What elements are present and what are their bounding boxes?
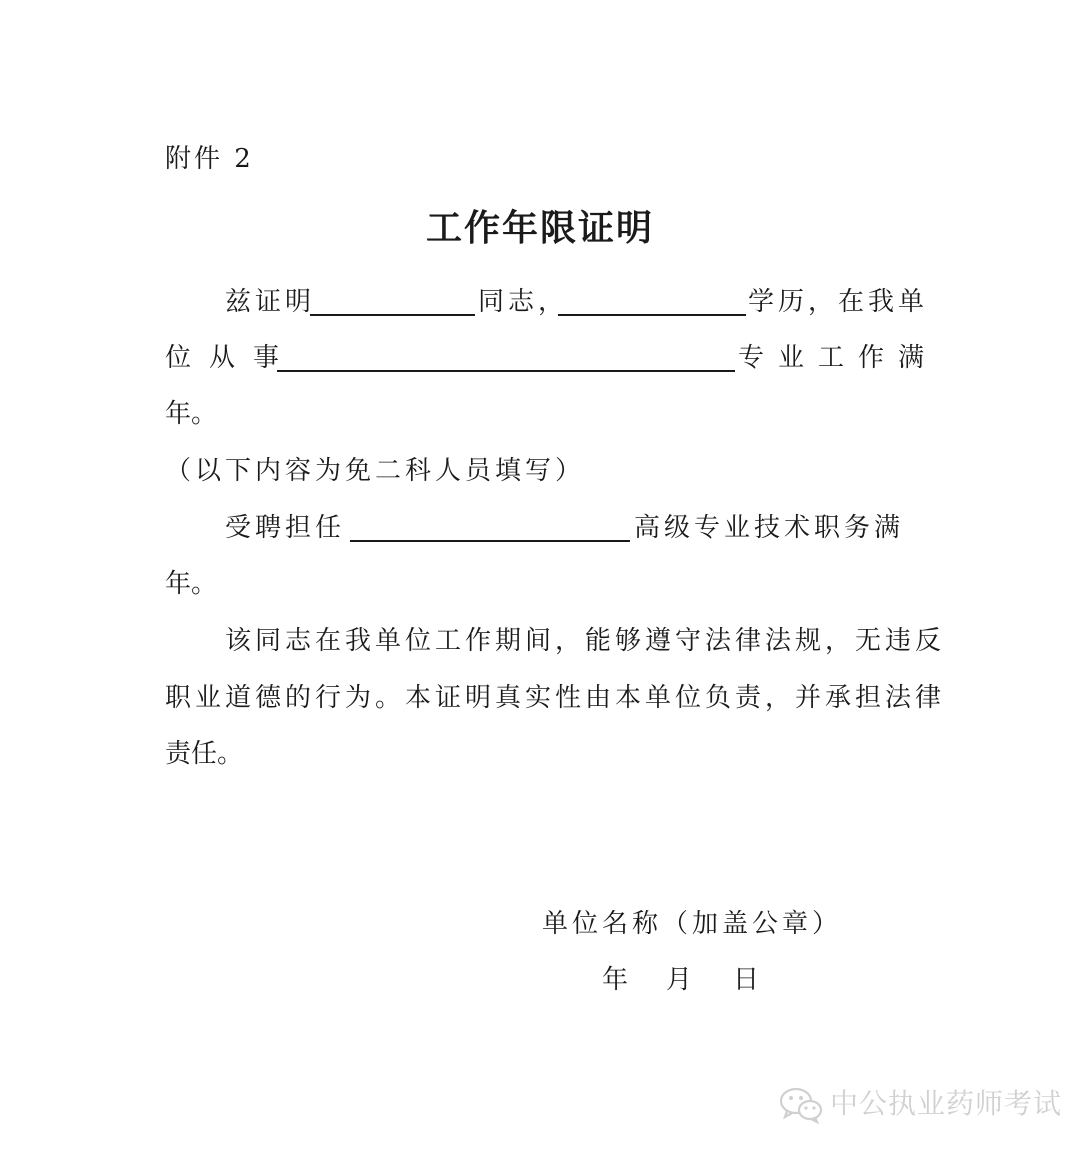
para1-line2-start: 位从事 bbox=[165, 343, 298, 373]
specialty-blank bbox=[277, 370, 735, 372]
position-blank bbox=[350, 540, 630, 542]
para2-suffix: 高级专业技术职务满 bbox=[634, 513, 905, 543]
document-title: 工作年限证明 bbox=[425, 208, 654, 249]
para2-line2: 年。 bbox=[165, 569, 218, 599]
date-year: 年 bbox=[602, 965, 629, 995]
para3-line1: 该同志在我单位工作期间，能够遵守法律法规，无违反 bbox=[225, 626, 946, 656]
attachment-label: 附件 2 bbox=[165, 144, 254, 174]
wechat-icon bbox=[778, 1084, 824, 1124]
para3-line3: 责任。 bbox=[165, 739, 244, 769]
watermark bbox=[778, 1084, 1062, 1124]
para1-after-name: 同志， bbox=[478, 287, 569, 317]
para1-line3: 年。 bbox=[165, 399, 218, 429]
para1-prefix: 兹证明 bbox=[225, 287, 316, 317]
para1-after-edu: 学历，在我单 bbox=[748, 287, 929, 317]
para1-line2-end: 专业工作满 bbox=[738, 343, 939, 373]
date-month: 月 bbox=[666, 965, 693, 995]
para2-prefix: 受聘担任 bbox=[225, 513, 346, 543]
date-day: 日 bbox=[733, 965, 760, 995]
name-blank bbox=[310, 314, 475, 316]
para3-line2: 职业道德的行为。本证明真实性由本单位负责，并承担法律 bbox=[165, 683, 946, 713]
unit-name-seal: 单位名称（加盖公章） bbox=[542, 909, 843, 939]
watermark-text: 中公执业药师考试 bbox=[830, 1087, 1063, 1120]
note-text: （以下内容为免二科人员填写） bbox=[165, 456, 586, 486]
education-blank bbox=[558, 314, 746, 316]
